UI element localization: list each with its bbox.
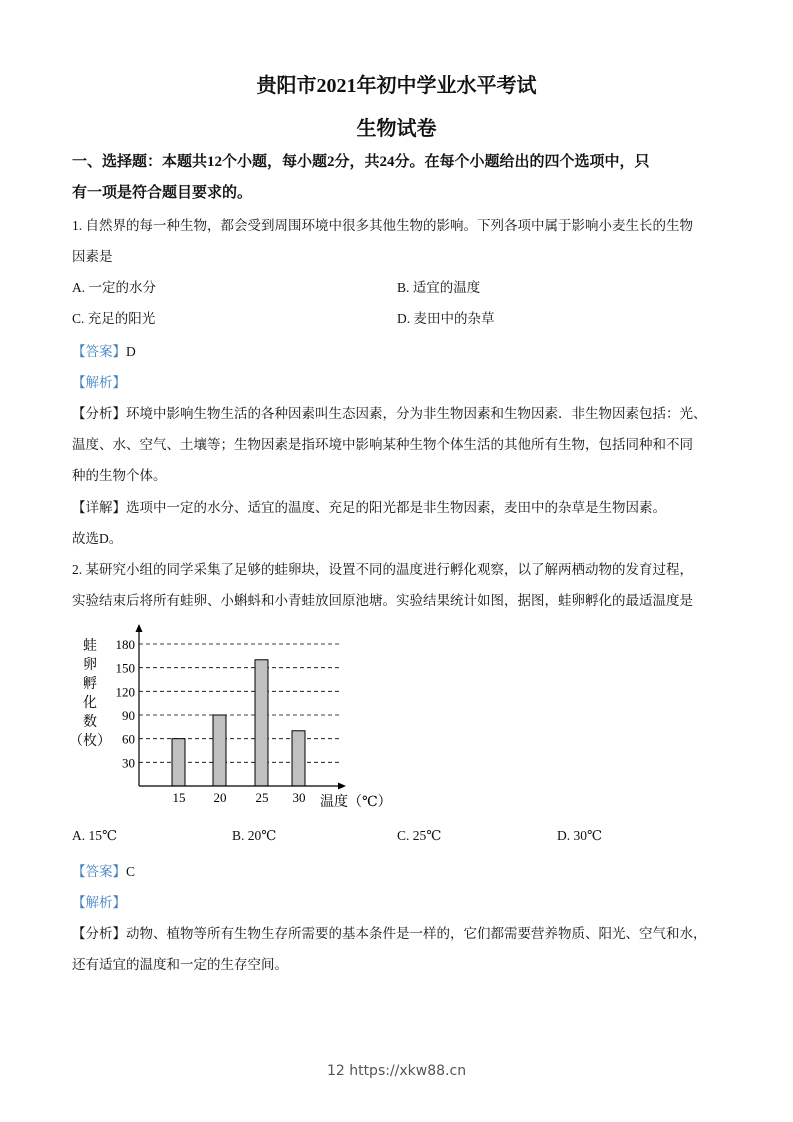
q2-option-d: D. 30℃ (557, 828, 603, 843)
answer-value: C (126, 864, 136, 879)
y-label-char: 化 (83, 696, 97, 711)
q2-option-c: C. 25℃ (397, 828, 442, 843)
y-tick-label: 90 (122, 708, 135, 723)
fenxi-text: 动物、植物等所有生物生存所需要的基本条件是一样的，它们都需要营养物质、阳光、空气和水， (126, 926, 707, 941)
x-axis-label: 温度（℃） (320, 795, 392, 810)
q1-stem-line1: 1. 自然界的每一种生物，都会受到周围环境中很多其他生物的影响。下列各项中属于影响小麦生长的生物 (72, 218, 693, 233)
q1-fenxi-line2: 温度、水、空气、土壤等；生物因素是指环境中影响某种生物个体生活的其他所有生物，包括同种和不同 (72, 437, 693, 452)
q1-answer (72, 340, 136, 360)
y-label-char: 孵 (83, 677, 97, 692)
section-heading-line1: 一、选择题：本题共12个小题，每小题2分，共24分。在每个小题给出的四个选项中，只 (72, 154, 650, 170)
x-tick-label: 25 (255, 790, 269, 805)
bar-30 (292, 731, 305, 786)
answer-label: 【答案】 (72, 344, 126, 359)
q1-analysis-label: 【解析】 (72, 375, 126, 390)
bar-25 (255, 660, 268, 786)
exam-subtitle: 生物试卷 (356, 118, 437, 140)
q2-option-b: B. 20℃ (232, 828, 277, 843)
y-label-char: 卵 (83, 658, 97, 673)
q1-stem-line2: 因素是 (72, 249, 113, 264)
hatching-bar-chart (60, 620, 400, 820)
y-tick-label: 60 (122, 731, 135, 747)
grid-lines (139, 644, 340, 762)
y-tick-label: 180 (115, 637, 135, 652)
bar-20 (213, 715, 226, 786)
xiangjie-text: 选项中一定的水分、适宜的温度、充足的阳光都是非生物因素，麦田中的杂草是生物因素。 (126, 500, 666, 515)
section-heading-line2: 有一项是符合题目要求的。 (72, 185, 253, 201)
x-tick-label: 30 (292, 790, 306, 805)
bar-15 (172, 739, 185, 786)
page-footer: 12 https://xkw88.cn (326, 1063, 467, 1079)
y-tick-label: 120 (115, 684, 135, 700)
x-tick-labels (173, 790, 306, 805)
q1-option-d: D. 麦田中的杂草 (397, 311, 495, 326)
q1-conclusion: 故选D。 (72, 531, 123, 546)
q2-option-a: A. 15℃ (72, 828, 118, 843)
y-tick-label: 30 (122, 755, 135, 771)
q1-xiangjie (72, 496, 666, 516)
exam-title: 贵阳市2021年初中学业水平考试 (256, 75, 537, 97)
y-label-char: 数 (83, 715, 97, 730)
q1-fenxi-line1 (72, 402, 707, 422)
q2-stem-line2: 实验结束后将所有蛙卵、小蝌蚪和小青蛙放回原池塘。实验结果统计如图，据图，蛙卵孵化的最适温度是 (72, 593, 693, 608)
q1-option-b: B. 适宜的温度 (397, 280, 481, 295)
q2-answer (72, 860, 135, 880)
fenxi-text: 环境中影响生物生活的各种因素叫生态因素，分为非生物因素和生物因素．非生物因素包括：光、 (126, 406, 707, 421)
answer-label: 【答案】 (72, 864, 126, 879)
x-axis-arrow-icon (338, 783, 346, 790)
y-tick-labels (116, 637, 136, 770)
q1-option-a: A. 一定的水分 (72, 280, 156, 295)
y-label-char: （枚） (69, 734, 111, 749)
y-tick-label: 150 (115, 660, 135, 676)
x-tick-label: 20 (213, 790, 227, 805)
q2-fenxi-line2: 还有适宜的温度和一定的生存空间。 (72, 957, 288, 972)
fenxi-label: 【分析】 (72, 406, 126, 421)
xiangjie-label: 【详解】 (72, 500, 126, 515)
q2-fenxi-line1 (72, 922, 707, 942)
q1-option-c: C. 充足的阳光 (72, 311, 156, 326)
x-tick-label: 15 (172, 790, 186, 805)
answer-value: D (126, 344, 136, 359)
y-axis-arrow-icon (136, 624, 143, 632)
y-label-char: 蛙 (83, 639, 97, 654)
fenxi-label: 【分析】 (72, 926, 126, 941)
q2-analysis-label: 【解析】 (72, 895, 126, 910)
q1-fenxi-line3: 种的生物个体。 (72, 468, 167, 483)
bars (172, 660, 305, 786)
q2-stem-line1: 2. 某研究小组的同学采集了足够的蛙卵块，设置不同的温度进行孵化观察，以了解两栖动物的发育过程， (72, 562, 693, 577)
y-axis-label (69, 637, 111, 749)
